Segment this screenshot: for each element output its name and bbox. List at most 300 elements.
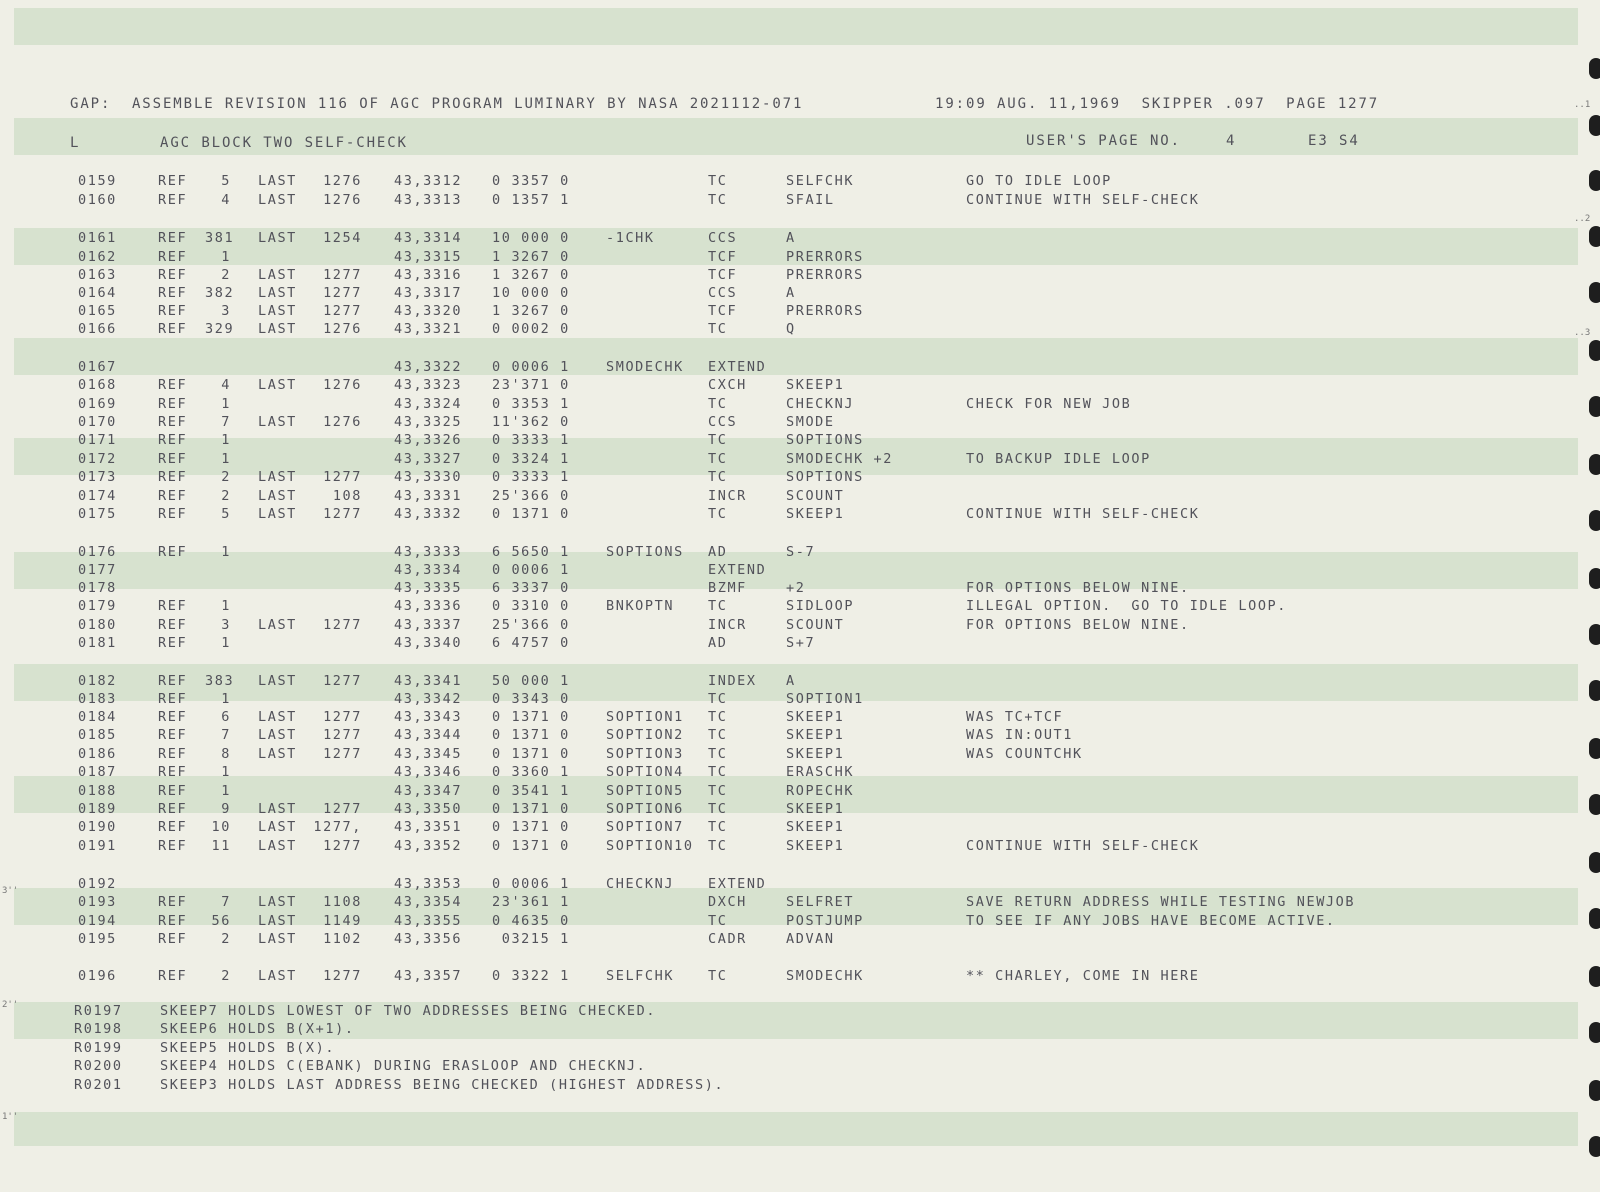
last-keyword: LAST: [258, 968, 297, 984]
operand: SCOUNT: [786, 617, 845, 633]
ref-count: 1: [221, 635, 231, 651]
opcode: TC: [708, 968, 728, 984]
ref-count: 1: [221, 432, 231, 448]
opcode: INCR: [708, 617, 747, 633]
address: 43,3345: [394, 746, 463, 762]
listing-line: [0, 468, 1600, 487]
listing-line: [0, 229, 1600, 248]
ref-keyword: REF: [158, 894, 188, 910]
ref-keyword: REF: [158, 635, 188, 651]
remark-text: SKEEP7 HOLDS LOWEST OF TWO ADDRESSES BEING CHECKED.: [160, 1003, 657, 1019]
user-page-number: 4: [1226, 133, 1237, 149]
octal-code: 6 3337 0: [492, 580, 570, 596]
listing-line: [0, 487, 1600, 506]
comment: TO BACKUP IDLE LOOP: [966, 451, 1151, 467]
remark-number: R0198: [74, 1021, 123, 1037]
operand: SKEEP1: [786, 727, 845, 743]
listing-line: [0, 634, 1600, 653]
octal-code: 10 000 0: [492, 285, 570, 301]
listing-timestamp: 19:09 AUG. 11,1969 SKIPPER .097 PAGE 1277: [935, 96, 1380, 112]
remark-number: R0201: [74, 1077, 123, 1093]
remark-number: R0197: [74, 1003, 123, 1019]
ref-keyword: REF: [158, 285, 188, 301]
line-number: 0192: [78, 876, 117, 892]
symbol-label: SOPTION7: [606, 819, 684, 835]
address: 43,3315: [394, 249, 463, 265]
line-number: 0193: [78, 894, 117, 910]
octal-code: 0 3541 1: [492, 783, 570, 799]
ref-keyword: REF: [158, 469, 188, 485]
ref-count: 2: [221, 488, 231, 504]
listing-line: [0, 248, 1600, 267]
feed-hole: [1589, 58, 1600, 79]
comment: ** CHARLEY, COME IN HERE: [966, 968, 1200, 984]
listing-line: [0, 358, 1600, 377]
line-number: 0160: [78, 192, 117, 208]
operand: SELFRET: [786, 894, 855, 910]
address: 43,3314: [394, 230, 463, 246]
opcode: TC: [708, 746, 728, 762]
last-keyword: LAST: [258, 377, 297, 393]
last-line: 1276: [323, 321, 362, 337]
octal-code: 25'366 0: [492, 488, 570, 504]
octal-code: 23'371 0: [492, 377, 570, 393]
ref-count: 381: [205, 230, 235, 246]
last-keyword: LAST: [258, 321, 297, 337]
margin-mark: ..2: [1574, 214, 1591, 224]
operand: S-7: [786, 544, 816, 560]
listing-line: [0, 284, 1600, 303]
symbol-label: CHECKNJ: [606, 876, 675, 892]
address: 43,3346: [394, 764, 463, 780]
operand: +2: [786, 580, 806, 596]
listing-line: [0, 302, 1600, 321]
last-line: 1277: [323, 838, 362, 854]
listing-line: [0, 505, 1600, 524]
line-number: 0166: [78, 321, 117, 337]
symbol-label: SOPTION10: [606, 838, 694, 854]
operand: SMODECHK +2: [786, 451, 894, 467]
ref-count: 383: [205, 673, 235, 689]
ref-keyword: REF: [158, 691, 188, 707]
line-number: 0169: [78, 396, 117, 412]
paper-band: [14, 1112, 1578, 1146]
ref-count: 11: [211, 838, 231, 854]
ref-count: 1: [221, 783, 231, 799]
address: 43,3333: [394, 544, 463, 560]
line-number: 0190: [78, 819, 117, 835]
ref-keyword: REF: [158, 544, 188, 560]
line-number: 0161: [78, 230, 117, 246]
ref-keyword: REF: [158, 249, 188, 265]
opcode: TC: [708, 801, 728, 817]
line-number: 0177: [78, 562, 117, 578]
operand: Q: [786, 321, 796, 337]
address: 43,3352: [394, 838, 463, 854]
opcode: CCS: [708, 230, 738, 246]
ref-keyword: REF: [158, 267, 188, 283]
symbol-label: SOPTION6: [606, 801, 684, 817]
line-number: 0186: [78, 746, 117, 762]
octal-code: 0 3310 0: [492, 598, 570, 614]
octal-code: 0 3353 1: [492, 396, 570, 412]
last-line: 1276: [323, 173, 362, 189]
operand: A: [786, 230, 796, 246]
opcode: AD: [708, 544, 728, 560]
margin-mark: 3'': [2, 886, 19, 896]
octal-code: 0 0002 0: [492, 321, 570, 337]
symbol-label: SOPTION2: [606, 727, 684, 743]
address: 43,3355: [394, 913, 463, 929]
feed-hole: [1589, 170, 1600, 191]
listing-line: [0, 431, 1600, 450]
symbol-label: SMODECHK: [606, 359, 684, 375]
listing-line: [0, 561, 1600, 580]
ref-keyword: REF: [158, 230, 188, 246]
octal-code: 1 3267 0: [492, 267, 570, 283]
listing-code: L: [70, 135, 81, 151]
ref-count: 7: [221, 894, 231, 910]
comment: GO TO IDLE LOOP: [966, 173, 1112, 189]
remark-line: [0, 1039, 1600, 1058]
opcode: TC: [708, 432, 728, 448]
octal-code: 0 1371 0: [492, 727, 570, 743]
ref-keyword: REF: [158, 931, 188, 947]
line-number: 0185: [78, 727, 117, 743]
listing-line: [0, 708, 1600, 727]
octal-code: 0 3333 1: [492, 432, 570, 448]
ref-keyword: REF: [158, 192, 188, 208]
address: 43,3347: [394, 783, 463, 799]
address: 43,3357: [394, 968, 463, 984]
section-title: AGC BLOCK TWO SELF-CHECK: [160, 135, 408, 151]
comment: TO SEE IF ANY JOBS HAVE BECOME ACTIVE.: [966, 913, 1336, 929]
operand: A: [786, 673, 796, 689]
margin-mark: ..1: [1574, 100, 1591, 110]
ref-keyword: REF: [158, 746, 188, 762]
opcode: TC: [708, 451, 728, 467]
opcode: TC: [708, 783, 728, 799]
last-keyword: LAST: [258, 230, 297, 246]
operand: SOPTION1: [786, 691, 864, 707]
listing-line: [0, 875, 1600, 894]
ref-keyword: REF: [158, 838, 188, 854]
line-number: 0176: [78, 544, 117, 560]
listing-line: [0, 912, 1600, 931]
operand: SOPTIONS: [786, 469, 864, 485]
last-line: 108: [332, 488, 362, 504]
last-keyword: LAST: [258, 709, 297, 725]
opcode: TC: [708, 727, 728, 743]
octal-code: 03215 1: [492, 931, 570, 947]
feed-hole: [1589, 680, 1600, 701]
address: 43,3350: [394, 801, 463, 817]
operand: PRERRORS: [786, 303, 864, 319]
remark-line: [0, 1002, 1600, 1021]
line-number: 0162: [78, 249, 117, 265]
line-number: 0165: [78, 303, 117, 319]
opcode: TC: [708, 598, 728, 614]
last-keyword: LAST: [258, 285, 297, 301]
ref-keyword: REF: [158, 414, 188, 430]
opcode: TCF: [708, 303, 738, 319]
listing-line: [0, 672, 1600, 691]
ref-keyword: REF: [158, 968, 188, 984]
listing-line: [0, 782, 1600, 801]
listing-line: [0, 818, 1600, 837]
symbol-label: SOPTION1: [606, 709, 684, 725]
feed-hole: [1589, 852, 1600, 873]
octal-code: 0 1357 1: [492, 192, 570, 208]
remark-line: [0, 1076, 1600, 1095]
last-keyword: LAST: [258, 469, 297, 485]
ref-count: 1: [221, 691, 231, 707]
octal-code: 0 1371 0: [492, 819, 570, 835]
ref-count: 6: [221, 709, 231, 725]
remark-text: SKEEP4 HOLDS C(EBANK) DURING ERASLOOP AND CHECKNJ.: [160, 1058, 647, 1074]
address: 43,3330: [394, 469, 463, 485]
last-line: 1277: [323, 746, 362, 762]
octal-code: 1 3267 0: [492, 303, 570, 319]
last-keyword: LAST: [258, 931, 297, 947]
last-keyword: LAST: [258, 303, 297, 319]
last-keyword: LAST: [258, 913, 297, 929]
listing-line: [0, 930, 1600, 949]
feed-hole: [1589, 794, 1600, 815]
opcode: TC: [708, 469, 728, 485]
opcode: TC: [708, 913, 728, 929]
address: 43,3331: [394, 488, 463, 504]
ref-count: 4: [221, 377, 231, 393]
feed-hole: [1589, 738, 1600, 759]
opcode: INCR: [708, 488, 747, 504]
ref-keyword: REF: [158, 506, 188, 522]
last-line: 1276: [323, 377, 362, 393]
ref-count: 1: [221, 764, 231, 780]
line-number: 0179: [78, 598, 117, 614]
feed-hole: [1589, 282, 1600, 303]
remark-number: R0199: [74, 1040, 123, 1056]
last-keyword: LAST: [258, 894, 297, 910]
comment: SAVE RETURN ADDRESS WHILE TESTING NEWJOB: [966, 894, 1356, 910]
operand: ADVAN: [786, 931, 835, 947]
line-number: 0196: [78, 968, 117, 984]
feed-hole: [1589, 966, 1600, 987]
line-number: 0168: [78, 377, 117, 393]
address: 43,3313: [394, 192, 463, 208]
ref-count: 1: [221, 544, 231, 560]
comment: CONTINUE WITH SELF-CHECK: [966, 838, 1200, 854]
listing-line: [0, 376, 1600, 395]
line-number: 0188: [78, 783, 117, 799]
remark-text: SKEEP5 HOLDS B(X).: [160, 1040, 336, 1056]
last-keyword: LAST: [258, 838, 297, 854]
opcode: TC: [708, 192, 728, 208]
ref-count: 2: [221, 968, 231, 984]
octal-code: 23'361 1: [492, 894, 570, 910]
line-number: 0191: [78, 838, 117, 854]
last-keyword: LAST: [258, 488, 297, 504]
opcode: TC: [708, 838, 728, 854]
ref-count: 1: [221, 451, 231, 467]
opcode: TC: [708, 396, 728, 412]
octal-code: 0 0006 1: [492, 359, 570, 375]
address: 43,3342: [394, 691, 463, 707]
octal-code: 0 4635 0: [492, 913, 570, 929]
margin-mark: ..3: [1574, 328, 1591, 338]
octal-code: 6 4757 0: [492, 635, 570, 651]
address: 43,3323: [394, 377, 463, 393]
ref-count: 3: [221, 303, 231, 319]
opcode: TC: [708, 691, 728, 707]
line-number: 0164: [78, 285, 117, 301]
ref-keyword: REF: [158, 727, 188, 743]
symbol-label: SELFCHK: [606, 968, 675, 984]
feed-hole: [1589, 226, 1600, 247]
line-number: 0181: [78, 635, 117, 651]
octal-code: 0 3333 1: [492, 469, 570, 485]
address: 43,3325: [394, 414, 463, 430]
operand: SKEEP1: [786, 801, 845, 817]
opcode: EXTEND: [708, 876, 767, 892]
feed-hole: [1589, 396, 1600, 417]
octal-code: 25'366 0: [492, 617, 570, 633]
last-keyword: LAST: [258, 414, 297, 430]
feed-hole: [1589, 1022, 1600, 1043]
last-line: 1277: [323, 506, 362, 522]
last-line: 1102: [323, 931, 362, 947]
listing-line: [0, 413, 1600, 432]
symbol-label: SOPTIONS: [606, 544, 684, 560]
opcode: AD: [708, 635, 728, 651]
last-line: 1277: [323, 673, 362, 689]
listing-line: [0, 893, 1600, 912]
opcode: TC: [708, 506, 728, 522]
line-number: 0195: [78, 931, 117, 947]
comment: FOR OPTIONS BELOW NINE.: [966, 580, 1190, 596]
last-line: 1276: [323, 192, 362, 208]
address: 43,3320: [394, 303, 463, 319]
opcode: TCF: [708, 249, 738, 265]
operand: CHECKNJ: [786, 396, 855, 412]
comment: ILLEGAL OPTION. GO TO IDLE LOOP.: [966, 598, 1288, 614]
address: 43,3327: [394, 451, 463, 467]
operand: PRERRORS: [786, 267, 864, 283]
ref-count: 3: [221, 617, 231, 633]
margin-mark: 1'': [2, 1112, 19, 1122]
address: 43,3336: [394, 598, 463, 614]
feed-hole: [1589, 340, 1600, 361]
octal-code: 0 1371 0: [492, 801, 570, 817]
comment: WAS COUNTCHK: [966, 746, 1083, 762]
operand: SOPTIONS: [786, 432, 864, 448]
line-number: 0178: [78, 580, 117, 596]
line-number: 0171: [78, 432, 117, 448]
comment: CHECK FOR NEW JOB: [966, 396, 1132, 412]
ref-count: 7: [221, 727, 231, 743]
ref-keyword: REF: [158, 377, 188, 393]
comment: WAS TC+TCF: [966, 709, 1064, 725]
last-keyword: LAST: [258, 506, 297, 522]
address: 43,3341: [394, 673, 463, 689]
last-keyword: LAST: [258, 173, 297, 189]
ref-keyword: REF: [158, 764, 188, 780]
listing-line: [0, 172, 1600, 191]
address: 43,3332: [394, 506, 463, 522]
listing-header: GAP: ASSEMBLE REVISION 116 OF AGC PROGRAM LUMINARY BY NASA 2021112-071: [70, 96, 804, 112]
opcode: CCS: [708, 285, 738, 301]
operand: SMODECHK: [786, 968, 864, 984]
comment: FOR OPTIONS BELOW NINE.: [966, 617, 1190, 633]
octal-code: 0 1371 0: [492, 746, 570, 762]
last-keyword: LAST: [258, 801, 297, 817]
last-keyword: LAST: [258, 727, 297, 743]
ref-keyword: REF: [158, 819, 188, 835]
opcode: TC: [708, 819, 728, 835]
feed-hole: [1589, 908, 1600, 929]
feed-hole: [1589, 1136, 1600, 1157]
line-number: 0189: [78, 801, 117, 817]
ref-count: 4: [221, 192, 231, 208]
address: 43,3353: [394, 876, 463, 892]
operand: POSTJUMP: [786, 913, 864, 929]
operand: SFAIL: [786, 192, 835, 208]
symbol-label: -1CHK: [606, 230, 655, 246]
remark-text: SKEEP3 HOLDS LAST ADDRESS BEING CHECKED (HIGHEST ADDRESS).: [160, 1077, 725, 1093]
octal-code: 0 1371 0: [492, 709, 570, 725]
octal-code: 0 3324 1: [492, 451, 570, 467]
address: 43,3326: [394, 432, 463, 448]
last-keyword: LAST: [258, 819, 297, 835]
opcode: TCF: [708, 267, 738, 283]
octal-code: 0 1371 0: [492, 838, 570, 854]
opcode: BZMF: [708, 580, 747, 596]
octal-code: 10 000 0: [492, 230, 570, 246]
last-keyword: LAST: [258, 746, 297, 762]
last-line: 1149: [323, 913, 362, 929]
opcode: TC: [708, 764, 728, 780]
operand: ROPECHK: [786, 783, 855, 799]
address: 43,3321: [394, 321, 463, 337]
ref-keyword: REF: [158, 598, 188, 614]
ref-keyword: REF: [158, 783, 188, 799]
operand: SIDLOOP: [786, 598, 855, 614]
octal-code: 11'362 0: [492, 414, 570, 430]
margin-mark: 2'': [2, 1000, 19, 1010]
symbol-label: SOPTION5: [606, 783, 684, 799]
ref-keyword: REF: [158, 709, 188, 725]
octal-code: 6 5650 1: [492, 544, 570, 560]
octal-code: 0 3343 0: [492, 691, 570, 707]
comment: CONTINUE WITH SELF-CHECK: [966, 506, 1200, 522]
ref-count: 1: [221, 249, 231, 265]
feed-hole: [1589, 568, 1600, 589]
listing-line: [0, 967, 1600, 986]
symbol-label: SOPTION4: [606, 764, 684, 780]
last-line: 1277: [323, 801, 362, 817]
last-keyword: LAST: [258, 192, 297, 208]
operand: SKEEP1: [786, 377, 845, 393]
operand: SELFCHK: [786, 173, 855, 189]
address: 43,3351: [394, 819, 463, 835]
last-line: 1108: [323, 894, 362, 910]
operand: A: [786, 285, 796, 301]
listing-line: [0, 837, 1600, 856]
listing-line: [0, 395, 1600, 414]
address: 43,3334: [394, 562, 463, 578]
ref-count: 2: [221, 469, 231, 485]
remark-text: SKEEP6 HOLDS B(X+1).: [160, 1021, 355, 1037]
